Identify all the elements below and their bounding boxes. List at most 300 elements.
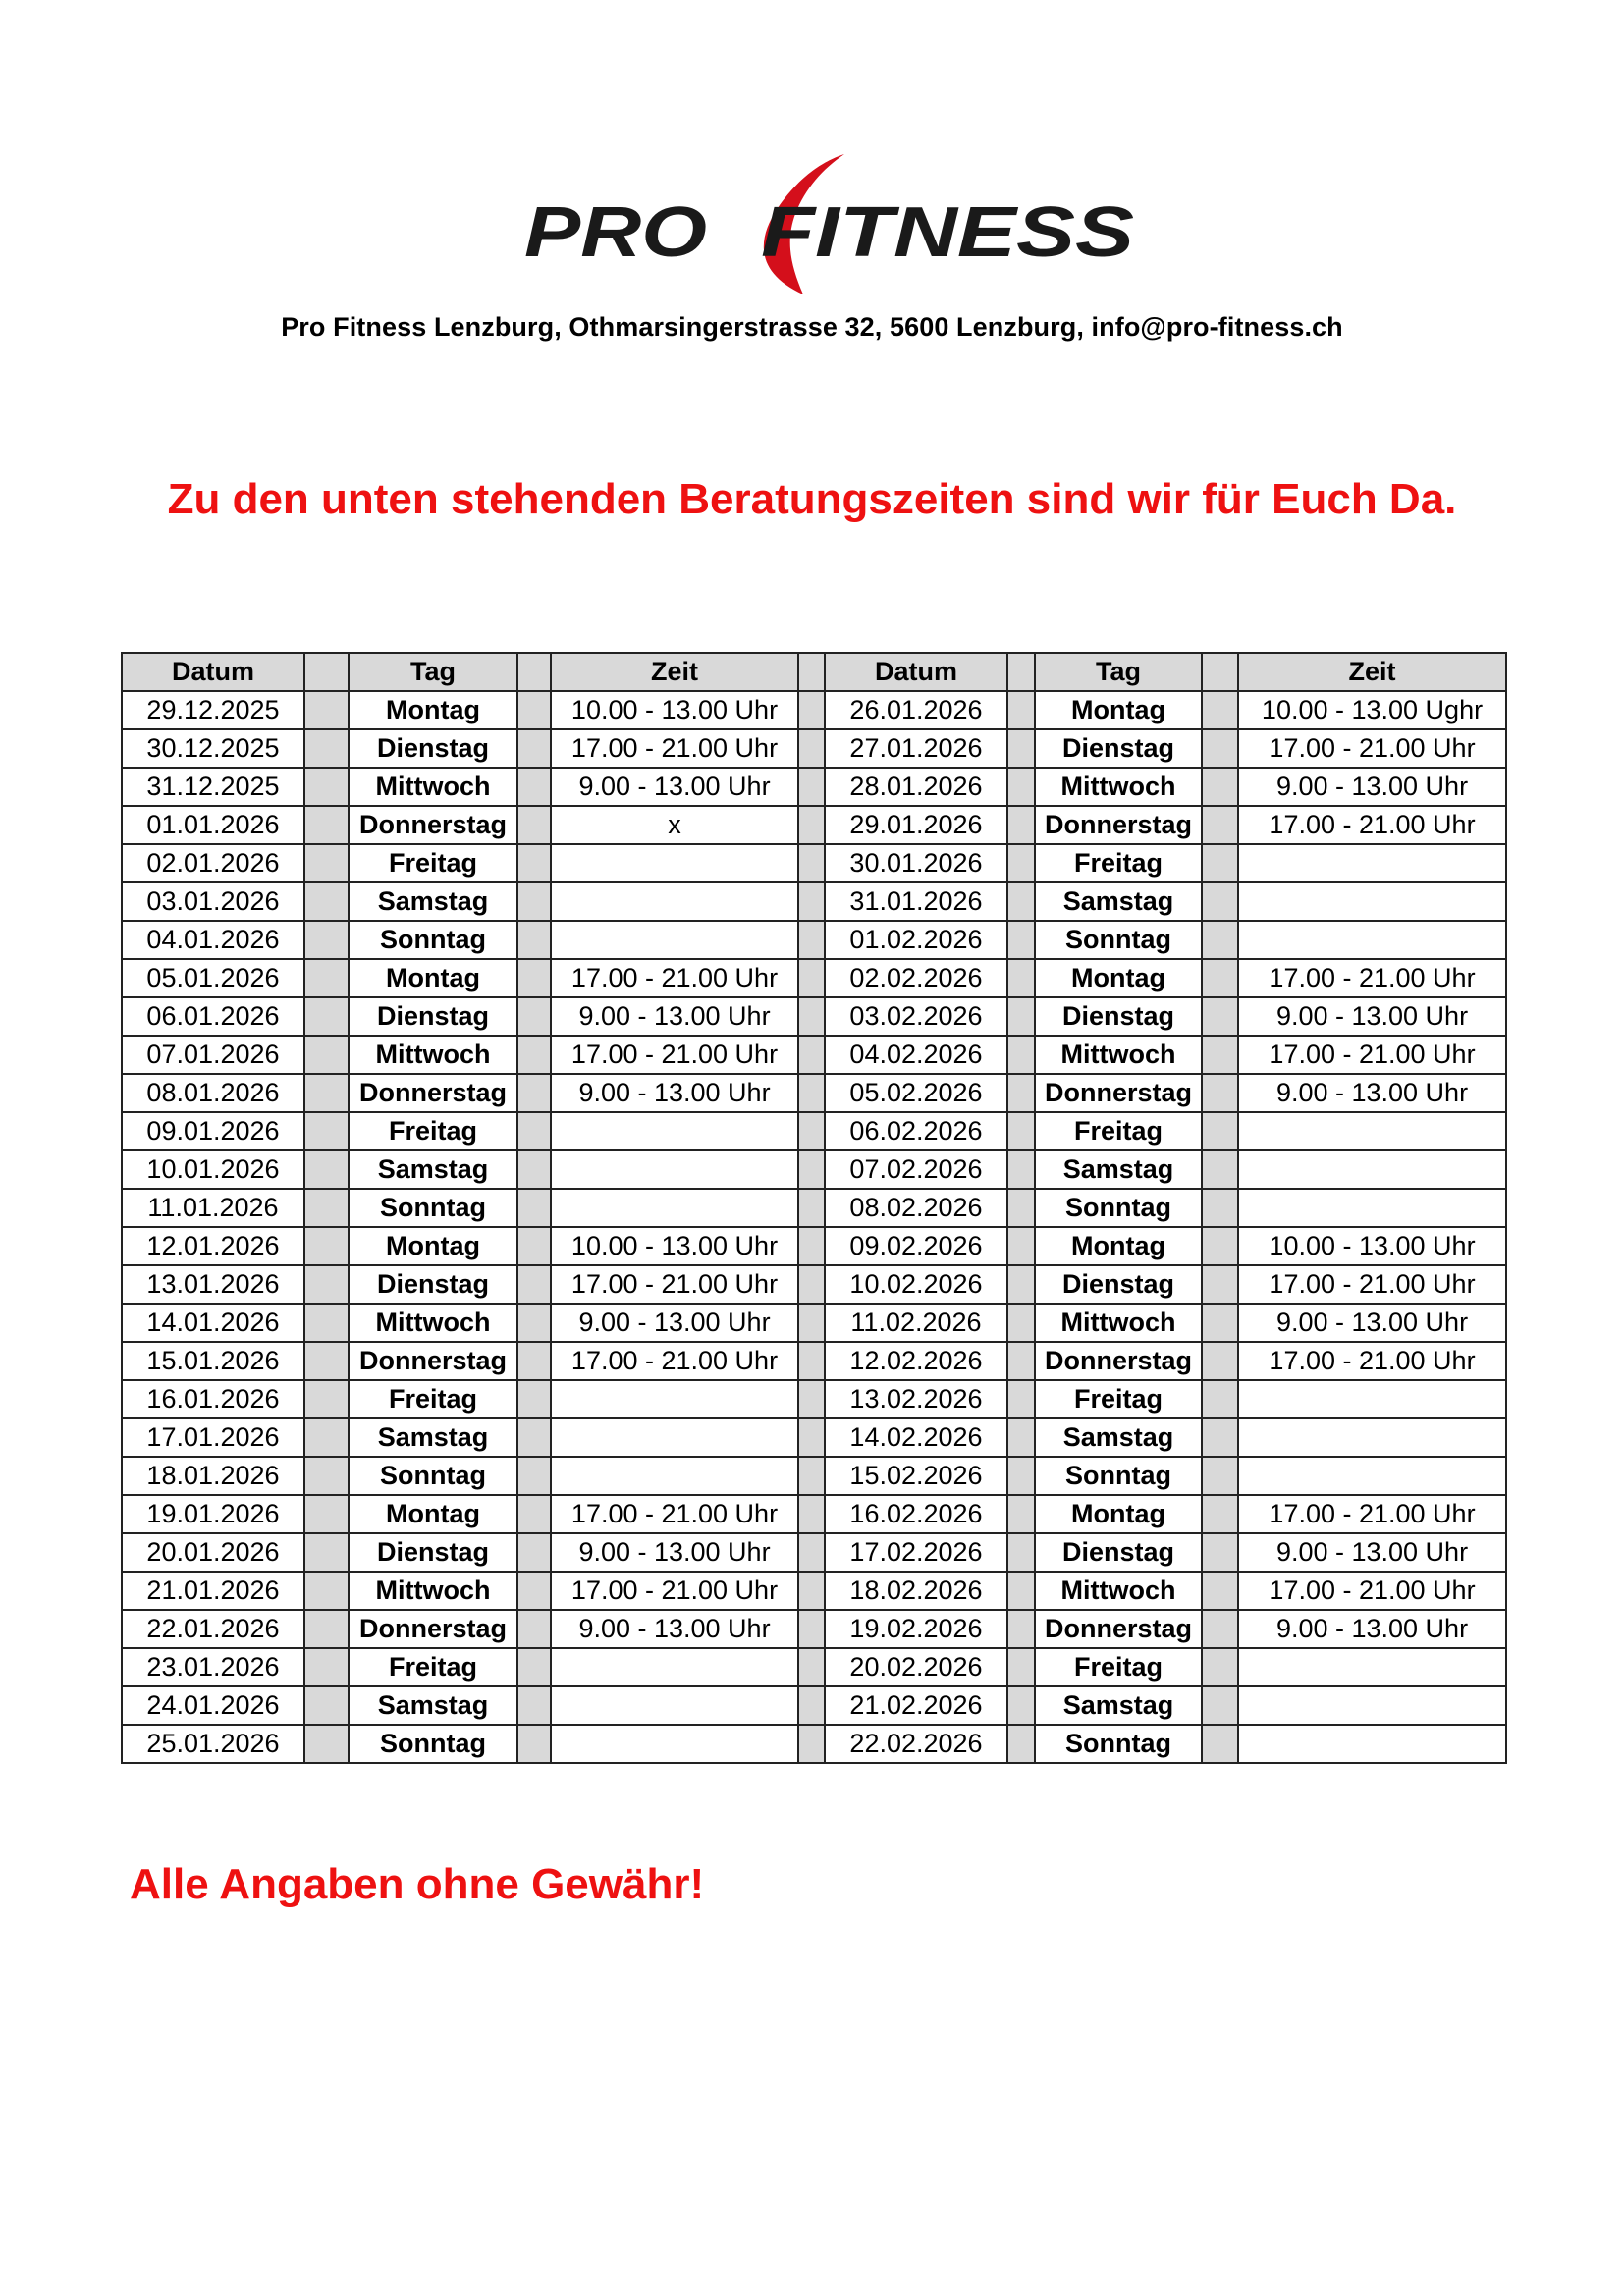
spacer-cell: [304, 997, 349, 1036]
datum-cell: 02.02.2026: [825, 959, 1007, 997]
zeit-cell: 10.00 - 13.00 Ughr: [1238, 691, 1506, 729]
tag-cell: Mittwoch: [1035, 768, 1202, 806]
datum-cell: 18.02.2026: [825, 1572, 1007, 1610]
datum-cell: 26.01.2026: [825, 691, 1007, 729]
spacer-cell: [1007, 1036, 1035, 1074]
table-row: [122, 1112, 1506, 1150]
spacer-cell: [1007, 1112, 1035, 1150]
spacer-cell: [1007, 1265, 1035, 1304]
consultation-schedule-table: [121, 652, 1507, 1764]
spacer-cell: [1007, 1495, 1035, 1533]
table-row: [122, 1495, 1506, 1533]
spacer-cell: [304, 1725, 349, 1763]
tag-cell: Montag: [1035, 1227, 1202, 1265]
zeit-cell: [551, 1150, 798, 1189]
spacer-cell: [517, 1457, 551, 1495]
datum-cell: 29.01.2026: [825, 806, 1007, 844]
spacer-cell: [1202, 1380, 1238, 1418]
tag-cell: Mittwoch: [1035, 1036, 1202, 1074]
spacer-cell: [304, 1150, 349, 1189]
header-spacer: [1202, 653, 1238, 691]
header-spacer: [304, 653, 349, 691]
datum-cell: 30.12.2025: [122, 729, 304, 768]
datum-cell: 27.01.2026: [825, 729, 1007, 768]
tag-cell: Samstag: [349, 1150, 517, 1189]
tag-cell: Dienstag: [349, 997, 517, 1036]
datum-cell: 13.02.2026: [825, 1380, 1007, 1418]
header-zeit: Zeit: [551, 653, 798, 691]
datum-cell: 07.01.2026: [122, 1036, 304, 1074]
zeit-cell: [551, 921, 798, 959]
zeit-cell: 9.00 - 13.00 Uhr: [551, 1533, 798, 1572]
table-row: [122, 691, 1506, 729]
spacer-cell: [304, 1457, 349, 1495]
spacer-cell: [798, 1112, 825, 1150]
tag-cell: Montag: [349, 1495, 517, 1533]
spacer-cell: [304, 1495, 349, 1533]
spacer-cell: [798, 1457, 825, 1495]
spacer-cell: [1007, 1418, 1035, 1457]
spacer-cell: [1202, 806, 1238, 844]
zeit-cell: [551, 1648, 798, 1686]
datum-cell: 30.01.2026: [825, 844, 1007, 882]
datum-cell: 19.01.2026: [122, 1495, 304, 1533]
datum-cell: 03.01.2026: [122, 882, 304, 921]
spacer-cell: [1202, 1150, 1238, 1189]
datum-cell: 21.02.2026: [825, 1686, 1007, 1725]
datum-cell: 12.02.2026: [825, 1342, 1007, 1380]
table-row: [122, 1150, 1506, 1189]
zeit-cell: [551, 844, 798, 882]
tag-cell: Donnerstag: [1035, 1074, 1202, 1112]
datum-cell: 04.01.2026: [122, 921, 304, 959]
spacer-cell: [1202, 1533, 1238, 1572]
spacer-cell: [798, 729, 825, 768]
table-header-row: [122, 653, 1506, 691]
datum-cell: 08.01.2026: [122, 1074, 304, 1112]
spacer-cell: [1202, 1686, 1238, 1725]
zeit-cell: [1238, 882, 1506, 921]
table-row: [122, 1036, 1506, 1074]
spacer-cell: [1007, 1342, 1035, 1380]
spacer-cell: [1202, 1112, 1238, 1150]
spacer-cell: [1007, 1074, 1035, 1112]
tag-cell: Dienstag: [349, 729, 517, 768]
datum-cell: 11.02.2026: [825, 1304, 1007, 1342]
zeit-cell: 17.00 - 21.00 Uhr: [1238, 1036, 1506, 1074]
tag-cell: Donnerstag: [1035, 1610, 1202, 1648]
tag-cell: Donnerstag: [349, 1074, 517, 1112]
spacer-cell: [517, 691, 551, 729]
spacer-cell: [1007, 959, 1035, 997]
spacer-cell: [1007, 768, 1035, 806]
zeit-cell: [1238, 1189, 1506, 1227]
tag-cell: Freitag: [1035, 1380, 1202, 1418]
zeit-cell: [1238, 1725, 1506, 1763]
zeit-cell: [551, 1686, 798, 1725]
tag-cell: Mittwoch: [1035, 1304, 1202, 1342]
datum-cell: 10.01.2026: [122, 1150, 304, 1189]
spacer-cell: [798, 806, 825, 844]
table-row: [122, 1074, 1506, 1112]
spacer-cell: [798, 959, 825, 997]
spacer-cell: [798, 1572, 825, 1610]
datum-cell: 24.01.2026: [122, 1686, 304, 1725]
datum-cell: 23.01.2026: [122, 1648, 304, 1686]
spacer-cell: [798, 768, 825, 806]
zeit-cell: 9.00 - 13.00 Uhr: [1238, 997, 1506, 1036]
spacer-cell: [517, 1265, 551, 1304]
datum-cell: 31.01.2026: [825, 882, 1007, 921]
zeit-cell: [551, 882, 798, 921]
table-row: [122, 1533, 1506, 1572]
spacer-cell: [517, 768, 551, 806]
table-row: [122, 997, 1506, 1036]
zeit-cell: [1238, 1380, 1506, 1418]
tag-cell: Montag: [1035, 1495, 1202, 1533]
datum-cell: 02.01.2026: [122, 844, 304, 882]
tag-cell: Montag: [1035, 691, 1202, 729]
table-row: [122, 1457, 1506, 1495]
spacer-cell: [1007, 921, 1035, 959]
spacer-cell: [1202, 882, 1238, 921]
tag-cell: Mittwoch: [349, 768, 517, 806]
spacer-cell: [798, 1380, 825, 1418]
table-row: [122, 1418, 1506, 1457]
datum-cell: 01.01.2026: [122, 806, 304, 844]
zeit-cell: [1238, 1418, 1506, 1457]
table-row: [122, 844, 1506, 882]
spacer-cell: [798, 1725, 825, 1763]
spacer-cell: [517, 1036, 551, 1074]
spacer-cell: [1202, 1227, 1238, 1265]
spacer-cell: [1202, 997, 1238, 1036]
datum-cell: 10.02.2026: [825, 1265, 1007, 1304]
tag-cell: Donnerstag: [349, 1342, 517, 1380]
zeit-cell: 17.00 - 21.00 Uhr: [551, 1572, 798, 1610]
datum-cell: 17.01.2026: [122, 1418, 304, 1457]
spacer-cell: [1007, 1380, 1035, 1418]
tag-cell: Montag: [1035, 959, 1202, 997]
zeit-cell: 17.00 - 21.00 Uhr: [551, 1265, 798, 1304]
header-tag: Tag: [1035, 653, 1202, 691]
tag-cell: Freitag: [349, 1648, 517, 1686]
datum-cell: 09.01.2026: [122, 1112, 304, 1150]
header-zeit: Zeit: [1238, 653, 1506, 691]
tag-cell: Dienstag: [349, 1533, 517, 1572]
tag-cell: Sonntag: [349, 1189, 517, 1227]
spacer-cell: [1007, 844, 1035, 882]
spacer-cell: [798, 921, 825, 959]
spacer-cell: [798, 1036, 825, 1074]
zeit-cell: 17.00 - 21.00 Uhr: [551, 1495, 798, 1533]
spacer-cell: [304, 1572, 349, 1610]
tag-cell: Donnerstag: [1035, 1342, 1202, 1380]
spacer-cell: [517, 1648, 551, 1686]
spacer-cell: [1202, 1457, 1238, 1495]
datum-cell: 25.01.2026: [122, 1725, 304, 1763]
spacer-cell: [1202, 1342, 1238, 1380]
tag-cell: Donnerstag: [349, 1610, 517, 1648]
spacer-cell: [517, 729, 551, 768]
spacer-cell: [1007, 1227, 1035, 1265]
spacer-cell: [1007, 1457, 1035, 1495]
spacer-cell: [517, 1572, 551, 1610]
datum-cell: 11.01.2026: [122, 1189, 304, 1227]
tag-cell: Freitag: [1035, 1112, 1202, 1150]
tag-cell: Freitag: [1035, 1648, 1202, 1686]
spacer-cell: [798, 1227, 825, 1265]
tag-cell: Dienstag: [1035, 729, 1202, 768]
spacer-cell: [1202, 691, 1238, 729]
zeit-cell: [551, 1457, 798, 1495]
tag-cell: Samstag: [1035, 1150, 1202, 1189]
spacer-cell: [304, 806, 349, 844]
spacer-cell: [1202, 1572, 1238, 1610]
spacer-cell: [517, 1342, 551, 1380]
spacer-cell: [304, 1380, 349, 1418]
zeit-cell: [1238, 1686, 1506, 1725]
spacer-cell: [304, 1189, 349, 1227]
spacer-cell: [517, 1150, 551, 1189]
zeit-cell: 9.00 - 13.00 Uhr: [551, 1074, 798, 1112]
spacer-cell: [798, 1265, 825, 1304]
spacer-cell: [1202, 768, 1238, 806]
tag-cell: Montag: [349, 959, 517, 997]
zeit-cell: 9.00 - 13.00 Uhr: [1238, 1304, 1506, 1342]
spacer-cell: [1202, 1304, 1238, 1342]
spacer-cell: [304, 1610, 349, 1648]
zeit-cell: 17.00 - 21.00 Uhr: [1238, 1572, 1506, 1610]
datum-cell: 19.02.2026: [825, 1610, 1007, 1648]
spacer-cell: [304, 691, 349, 729]
spacer-cell: [798, 1610, 825, 1648]
spacer-cell: [304, 1227, 349, 1265]
table-row: [122, 882, 1506, 921]
zeit-cell: 17.00 - 21.00 Uhr: [551, 1036, 798, 1074]
spacer-cell: [798, 1074, 825, 1112]
zeit-cell: 9.00 - 13.00 Uhr: [551, 768, 798, 806]
spacer-cell: [517, 1304, 551, 1342]
spacer-cell: [304, 882, 349, 921]
tag-cell: Dienstag: [1035, 1265, 1202, 1304]
tag-cell: Mittwoch: [349, 1304, 517, 1342]
spacer-cell: [798, 1648, 825, 1686]
spacer-cell: [798, 1495, 825, 1533]
spacer-cell: [798, 1686, 825, 1725]
table-row: [122, 1227, 1506, 1265]
header-datum: Datum: [122, 653, 304, 691]
datum-cell: 05.02.2026: [825, 1074, 1007, 1112]
spacer-cell: [1007, 997, 1035, 1036]
spacer-cell: [304, 1533, 349, 1572]
spacer-cell: [517, 921, 551, 959]
spacer-cell: [517, 1610, 551, 1648]
spacer-cell: [798, 691, 825, 729]
spacer-cell: [517, 1112, 551, 1150]
address-line: Pro Fitness Lenzburg, Othmarsingerstrasse 32, 5600 Lenzburg, info@pro-fitness.ch: [281, 312, 1343, 342]
table-row: [122, 768, 1506, 806]
disclaimer: Alle Angaben ohne Gewähr!: [130, 1860, 705, 1908]
datum-cell: 16.02.2026: [825, 1495, 1007, 1533]
header-spacer: [1007, 653, 1035, 691]
tag-cell: Samstag: [349, 1686, 517, 1725]
spacer-cell: [304, 1265, 349, 1304]
spacer-cell: [517, 1495, 551, 1533]
spacer-cell: [517, 1533, 551, 1572]
spacer-cell: [304, 844, 349, 882]
header-datum: Datum: [825, 653, 1007, 691]
spacer-cell: [1007, 1610, 1035, 1648]
spacer-cell: [1007, 729, 1035, 768]
spacer-cell: [1202, 1265, 1238, 1304]
datum-cell: 17.02.2026: [825, 1533, 1007, 1572]
zeit-cell: 17.00 - 21.00 Uhr: [551, 1342, 798, 1380]
table-row: [122, 806, 1506, 844]
spacer-cell: [517, 959, 551, 997]
datum-cell: 22.01.2026: [122, 1610, 304, 1648]
spacer-cell: [1202, 729, 1238, 768]
spacer-cell: [517, 1227, 551, 1265]
table-row: [122, 921, 1506, 959]
tag-cell: Samstag: [349, 882, 517, 921]
datum-cell: 21.01.2026: [122, 1572, 304, 1610]
tag-cell: Dienstag: [1035, 1533, 1202, 1572]
spacer-cell: [304, 1418, 349, 1457]
spacer-cell: [1202, 1074, 1238, 1112]
spacer-cell: [304, 921, 349, 959]
tag-cell: Sonntag: [349, 1457, 517, 1495]
datum-cell: 22.02.2026: [825, 1725, 1007, 1763]
table-row: [122, 1572, 1506, 1610]
datum-cell: 29.12.2025: [122, 691, 304, 729]
zeit-cell: [1238, 1457, 1506, 1495]
spacer-cell: [1007, 1189, 1035, 1227]
spacer-cell: [304, 1304, 349, 1342]
spacer-cell: [1007, 1572, 1035, 1610]
spacer-cell: [1202, 1610, 1238, 1648]
zeit-cell: 9.00 - 13.00 Uhr: [551, 1304, 798, 1342]
header-tag: Tag: [349, 653, 517, 691]
zeit-cell: 9.00 - 13.00 Uhr: [551, 997, 798, 1036]
datum-cell: 14.02.2026: [825, 1418, 1007, 1457]
datum-cell: 15.01.2026: [122, 1342, 304, 1380]
table-row: [122, 1648, 1506, 1686]
datum-cell: 18.01.2026: [122, 1457, 304, 1495]
pro-fitness-logo: [511, 147, 1139, 304]
zeit-cell: [551, 1112, 798, 1150]
spacer-cell: [1202, 959, 1238, 997]
tag-cell: Donnerstag: [349, 806, 517, 844]
zeit-cell: 10.00 - 13.00 Uhr: [1238, 1227, 1506, 1265]
tag-cell: Sonntag: [349, 921, 517, 959]
spacer-cell: [798, 1189, 825, 1227]
datum-cell: 06.01.2026: [122, 997, 304, 1036]
spacer-cell: [1007, 1533, 1035, 1572]
table-row: [122, 959, 1506, 997]
spacer-cell: [1202, 921, 1238, 959]
table-row: [122, 1380, 1506, 1418]
tag-cell: Sonntag: [1035, 921, 1202, 959]
pro-fitness-logo-graphic: [511, 147, 1139, 304]
tag-cell: Freitag: [349, 1112, 517, 1150]
zeit-cell: 9.00 - 13.00 Uhr: [551, 1610, 798, 1648]
spacer-cell: [304, 1686, 349, 1725]
spacer-cell: [517, 997, 551, 1036]
zeit-cell: [1238, 844, 1506, 882]
spacer-cell: [798, 1150, 825, 1189]
zeit-cell: x: [551, 806, 798, 844]
zeit-cell: [551, 1189, 798, 1227]
spacer-cell: [1007, 691, 1035, 729]
tag-cell: Freitag: [349, 844, 517, 882]
zeit-cell: [551, 1380, 798, 1418]
table-row: [122, 1610, 1506, 1648]
spacer-cell: [1202, 1495, 1238, 1533]
tag-cell: Freitag: [1035, 844, 1202, 882]
spacer-cell: [517, 1418, 551, 1457]
tag-cell: Mittwoch: [349, 1572, 517, 1610]
spacer-cell: [517, 1725, 551, 1763]
table-row: [122, 1265, 1506, 1304]
datum-cell: 16.01.2026: [122, 1380, 304, 1418]
zeit-cell: 17.00 - 21.00 Uhr: [551, 729, 798, 768]
zeit-cell: 17.00 - 21.00 Uhr: [1238, 1342, 1506, 1380]
tag-cell: Samstag: [1035, 882, 1202, 921]
spacer-cell: [1202, 1189, 1238, 1227]
tag-cell: Samstag: [1035, 1418, 1202, 1457]
spacer-cell: [1202, 844, 1238, 882]
spacer-cell: [1007, 882, 1035, 921]
spacer-cell: [798, 1342, 825, 1380]
datum-cell: 07.02.2026: [825, 1150, 1007, 1189]
tag-cell: Dienstag: [349, 1265, 517, 1304]
tag-cell: Samstag: [1035, 1686, 1202, 1725]
datum-cell: 13.01.2026: [122, 1265, 304, 1304]
header-spacer: [517, 653, 551, 691]
tag-cell: Sonntag: [349, 1725, 517, 1763]
spacer-cell: [1007, 1150, 1035, 1189]
zeit-cell: [1238, 1112, 1506, 1150]
datum-cell: 20.02.2026: [825, 1648, 1007, 1686]
spacer-cell: [304, 1342, 349, 1380]
zeit-cell: 17.00 - 21.00 Uhr: [1238, 1495, 1506, 1533]
datum-cell: 03.02.2026: [825, 997, 1007, 1036]
spacer-cell: [798, 1304, 825, 1342]
spacer-cell: [1202, 1418, 1238, 1457]
spacer-cell: [517, 1074, 551, 1112]
spacer-cell: [1007, 1686, 1035, 1725]
spacer-cell: [517, 1189, 551, 1227]
spacer-cell: [1007, 1725, 1035, 1763]
zeit-cell: [1238, 1648, 1506, 1686]
zeit-cell: 17.00 - 21.00 Uhr: [551, 959, 798, 997]
table-row: [122, 1342, 1506, 1380]
spacer-cell: [517, 1380, 551, 1418]
table-row: [122, 1686, 1506, 1725]
datum-cell: 08.02.2026: [825, 1189, 1007, 1227]
datum-cell: 20.01.2026: [122, 1533, 304, 1572]
spacer-cell: [517, 806, 551, 844]
logo-brand-right: FITNESS: [761, 193, 1134, 272]
spacer-cell: [304, 1112, 349, 1150]
table-row: [122, 1189, 1506, 1227]
datum-cell: 28.01.2026: [825, 768, 1007, 806]
spacer-cell: [1007, 1648, 1035, 1686]
spacer-cell: [304, 1074, 349, 1112]
datum-cell: 12.01.2026: [122, 1227, 304, 1265]
zeit-cell: [551, 1418, 798, 1457]
